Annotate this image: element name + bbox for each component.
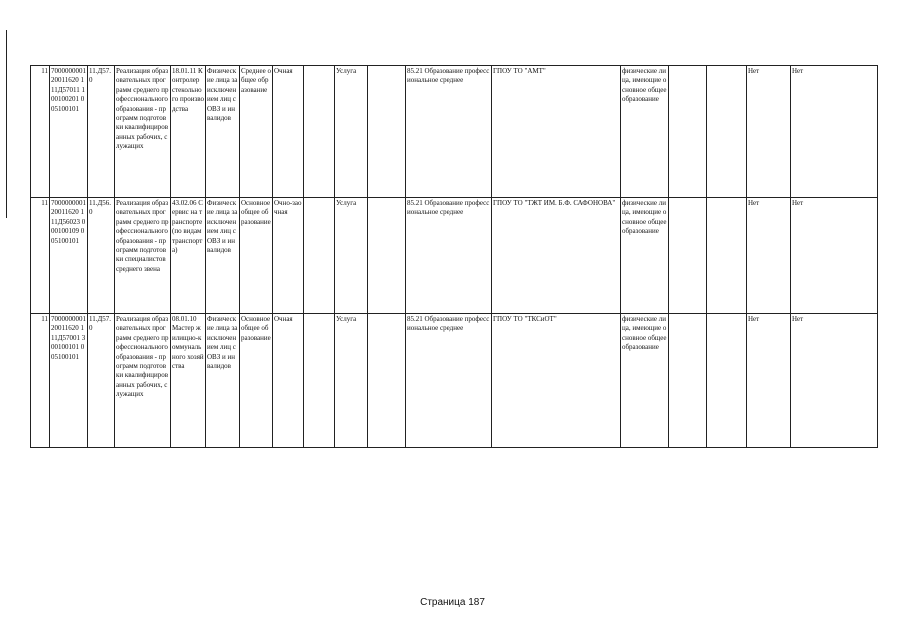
- empty-cell: [368, 314, 406, 448]
- consumers: Физические лица за исключением лиц с ОВЗ и инвалидов: [206, 66, 240, 198]
- empty-cell: [707, 66, 747, 198]
- recipients: физические лица, имеющие основное общее образование: [621, 66, 669, 198]
- study-form: Очная: [273, 314, 304, 448]
- table-row: [31, 198, 878, 314]
- profession: 08.01.10 Мастер жилищно-коммунального хозяйства: [171, 314, 206, 448]
- study-form: Очная: [273, 66, 304, 198]
- empty-cell: [669, 66, 707, 198]
- education-basis: Основное общее образование: [240, 198, 273, 314]
- institution: ГПОУ ТО "ТЖТ ИМ. Б.Ф. САФОНОВА": [492, 198, 621, 314]
- empty-cell: [707, 198, 747, 314]
- flag-cell: Нет: [747, 66, 791, 198]
- flag-cell: Нет: [791, 198, 878, 314]
- service-kind: Услуга: [335, 198, 368, 314]
- margin-rule: [6, 30, 7, 218]
- flag-cell: Нет: [791, 314, 878, 448]
- okved-code: 85.21 Образование профессиональное среднее: [406, 314, 492, 448]
- empty-cell: [304, 314, 335, 448]
- empty-cell: [304, 198, 335, 314]
- empty-cell: [669, 314, 707, 448]
- empty-cell: [368, 198, 406, 314]
- registry-code: 700000000120011620 111Д57011 100100201 005100101: [50, 66, 88, 198]
- profession: 43.02.06 Сервис на транспорте (по видам транспорта): [171, 198, 206, 314]
- consumers: Физические лица за исключением лиц с ОВЗ и инвалидов: [206, 314, 240, 448]
- registry-code: 700000000120011620 111Д57001 300100101 005100101: [50, 314, 88, 448]
- service-kind: Услуга: [335, 314, 368, 448]
- table-row: [31, 66, 878, 198]
- empty-cell: [707, 314, 747, 448]
- education-basis: Основное общее образование: [240, 314, 273, 448]
- page-number: Страница 187: [420, 597, 485, 608]
- profession: 18.01.11 Контролер стекольного производства: [171, 66, 206, 198]
- okved-code: 85.21 Образование профессиональное среднее: [406, 66, 492, 198]
- service-name: Реализация образовательных программ среднего профессионального образования - программ подготовки квалифицированных рабочих, служащих: [115, 66, 171, 198]
- recipients: физические лица, имеющие основное общее образование: [621, 314, 669, 448]
- service-name: Реализация образовательных программ среднего профессионального образования - программ подготовки квалифицированных рабочих, служащих: [115, 314, 171, 448]
- row-number: 11: [31, 66, 50, 198]
- education-basis: Среднее общее образование: [240, 66, 273, 198]
- registry-code: 700000000120011620 111Д56023 000100109 005100101: [50, 198, 88, 314]
- okved-code: 85.21 Образование профессиональное среднее: [406, 198, 492, 314]
- study-form: Очно-заочная: [273, 198, 304, 314]
- code-suffix: 11.Д57.0: [88, 66, 115, 198]
- service-name: Реализация образовательных программ среднего профессионального образования - программ подготовки специалистов среднего звена: [115, 198, 171, 314]
- service-kind: Услуга: [335, 66, 368, 198]
- flag-cell: Нет: [747, 198, 791, 314]
- table-row: [31, 314, 878, 448]
- flag-cell: Нет: [791, 66, 878, 198]
- code-suffix: 11.Д57.0: [88, 314, 115, 448]
- code-suffix: 11.Д56.0: [88, 198, 115, 314]
- recipients: физические лица, имеющие основное общее образование: [621, 198, 669, 314]
- flag-cell: Нет: [747, 314, 791, 448]
- consumers: Физические лица за исключением лиц с ОВЗ и инвалидов: [206, 198, 240, 314]
- empty-cell: [669, 198, 707, 314]
- empty-cell: [368, 66, 406, 198]
- institution: ГПОУ ТО "ТКСиОТ": [492, 314, 621, 448]
- empty-cell: [304, 66, 335, 198]
- services-register-table: [30, 65, 878, 448]
- institution: ГПОУ ТО "АМТ": [492, 66, 621, 198]
- row-number: 11: [31, 198, 50, 314]
- row-number: 11: [31, 314, 50, 448]
